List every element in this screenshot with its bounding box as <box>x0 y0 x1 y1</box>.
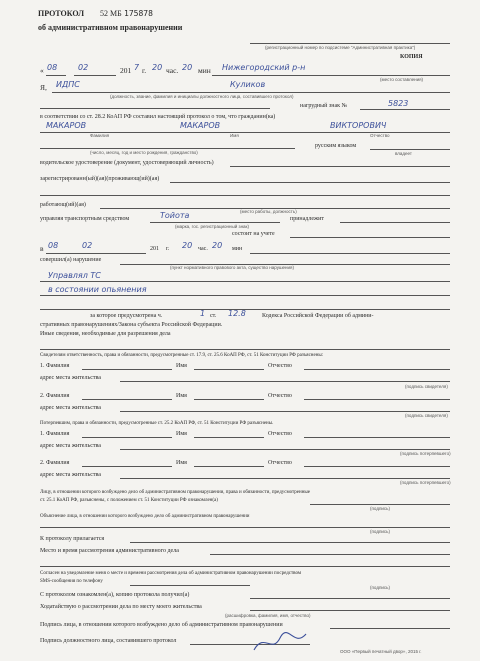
victim-sig-caption-1: (подпись потерпевшего) <box>400 451 451 456</box>
registered-label: зарегистрированн(ый)(ая)(проживающ(ий)(ая) <box>40 176 160 182</box>
hw-month: 02 <box>78 63 89 72</box>
copy-label: КОПИЯ <box>400 54 423 60</box>
place-caption: (место составления) <box>380 77 424 82</box>
patronymic-caption: Отчество <box>370 133 390 138</box>
attached-label: К протоколу прилагается <box>40 536 105 542</box>
hw-article: 12.8 <box>228 309 246 318</box>
hw-patronymic: ВИКТОРОВИЧ <box>330 121 387 130</box>
victim2-name: Имя <box>176 460 187 466</box>
witness1-surname: 1. Фамилия <box>40 363 70 369</box>
hw-violation-1: Управлял ТС <box>48 271 101 280</box>
russian-label: русским языком <box>315 143 357 149</box>
doc-label: водительское удостоверение (документ, удостоверяющий личность) <box>40 160 214 166</box>
witness2-address: адрес места жительства <box>40 405 101 411</box>
witness-sig-caption-2: (подпись свидетеля) <box>405 413 448 418</box>
victim-sig-caption-2: (подпись потерпевшего) <box>400 480 451 485</box>
reg-number-caption: (регистрационный номер по подсистеме "Административная практика") <box>265 45 416 50</box>
vehicle-caption: (марка, гос. регистрационный знак) <box>175 224 250 229</box>
chas-label: час. <box>166 66 179 75</box>
g-label-2: г. <box>166 246 170 252</box>
witness1-address: адрес места жительства <box>40 375 101 381</box>
rights-line-1: Лицу, в отношении которого возбуждено дело об административном правонарушении, права и обязанности, предусмотренные <box>40 490 310 495</box>
violation-caption: (пункт нормативного правового акта, существо нарушения) <box>170 265 294 270</box>
hw-year: 7 <box>134 63 140 72</box>
victims-intro: Потерпевшим, права и обязанности, предусмотренные ст. 25.2 КоАП РФ, ст. 51 Конституции РФ разъяснены. <box>40 421 274 426</box>
copy-received-label: С протоколом ознакомлен(а), копию протокола получил(а) <box>40 592 190 598</box>
hw-officer: ИДПС <box>56 80 80 89</box>
works-label: работающ(ий)(ая) <box>40 202 86 208</box>
year-prefix: 201 <box>120 66 132 75</box>
name-caption-bottom: (расшифровка, фамилия, имя, отчество) <box>225 613 311 618</box>
witness-sig-caption-1: (подпись свидетеля) <box>405 384 448 389</box>
hw-article-part: 1 <box>200 309 206 318</box>
name-caption: Имя <box>230 133 239 138</box>
g-label: г. <box>142 66 147 75</box>
protocol-series: 52 МБ <box>100 9 122 18</box>
drove-label: управляя транспортным средством <box>40 216 130 222</box>
hw-surname: МАКАРОВ <box>46 121 87 130</box>
on-account-label: состоит на учете <box>232 231 275 237</box>
hw-month-2: 02 <box>82 241 93 250</box>
rights-line-2: ст. 25.1 КоАП РФ, разъяснены, с положением ст. 51 Конституции РФ ознакомлен(а) <box>40 498 218 503</box>
victim2-patronymic: Отчество <box>268 460 292 466</box>
other-label: Иные сведения, необходимые для разрешения дела <box>40 331 171 337</box>
year-prefix-2: 201 <box>150 246 159 252</box>
explanation-sig-caption: (подпись) <box>370 529 391 534</box>
min-label-2: мин <box>232 246 243 252</box>
hw-place: Нижегородский р-н <box>222 63 306 72</box>
explanation-label: Объяснение лица, в отношении которого возбуждено дело об административном правонарушении <box>40 514 250 519</box>
victim1-patronymic: Отчество <box>268 431 292 437</box>
reg-number-line <box>250 43 450 44</box>
dob-caption: (число, месяц, год и место рождения, гражданство) <box>90 150 198 155</box>
victim2-surname: 2. Фамилия <box>40 460 70 466</box>
rights-sig-caption: (подпись) <box>370 506 391 511</box>
min-label: мин <box>198 66 211 75</box>
legal-basis: в соответствии со ст. 28.2 КоАП РФ составил настоящий протокол о том, что гражданин(ка) <box>40 114 276 120</box>
hw-officer-name: Куликов <box>230 80 266 89</box>
protocol-subtitle: об административном правонарушении <box>38 23 183 32</box>
work-caption: (место работы, должность) <box>240 209 297 214</box>
victim1-name: Имя <box>176 431 187 437</box>
vladeet-caption: владеет <box>395 151 412 156</box>
sms-line-1: Согласен на уведомление меня о месте и времени рассмотрения дела об административном правонарушении посредством <box>40 571 302 576</box>
date-quote: « <box>40 66 44 75</box>
chas-label-2: час. <box>198 246 208 252</box>
hw-minute: 20 <box>182 63 193 72</box>
witness2-name: Имя <box>176 393 187 399</box>
st-label: ст. <box>210 313 217 319</box>
protocol-number: 175878 <box>124 9 153 18</box>
code-label-2: стративных правонарушениях/Закона субъекта Российской Федерации. <box>40 322 223 328</box>
surname-caption: Фамилия <box>90 133 110 138</box>
v-label: в <box>40 244 44 253</box>
witness1-patronymic: Отчество <box>268 363 292 369</box>
victim1-address: адрес места жительства <box>40 443 101 449</box>
badge-label: нагрудный знак № <box>300 103 348 109</box>
hw-day-2: 08 <box>48 241 59 250</box>
belongs-label: принадлежит <box>290 216 324 222</box>
hw-day: 08 <box>47 63 58 72</box>
ya-label: Я, <box>40 83 47 92</box>
sms-sig-caption: (подпись) <box>370 585 391 590</box>
committed-label: совершил(а) нарушение <box>40 257 102 263</box>
hw-minute-2: 20 <box>212 241 223 250</box>
victim2-address: адрес места жительства <box>40 472 101 478</box>
hw-hour-2: 20 <box>182 241 193 250</box>
hw-violation-2: в состоянии опьянения <box>48 285 147 294</box>
sign-person-label: Подпись лица, в отношении которого возбуждено дело об административном правонарушении <box>40 622 283 628</box>
time-place-label: Место и время рассмотрения административного дела <box>40 548 179 554</box>
witness2-surname: 2. Фамилия <box>40 393 70 399</box>
hw-hour: 20 <box>152 63 163 72</box>
sms-line-2: SMS-сообщения по телефону <box>40 579 103 584</box>
hw-badge: 5823 <box>388 99 409 108</box>
victim1-surname: 1. Фамилия <box>40 431 70 437</box>
witness2-patronymic: Отчество <box>268 393 292 399</box>
rank-caption: (должность, звание, фамилия и инициалы должностного лица, составившего протокол) <box>110 94 294 99</box>
hw-name: МАКАРОВ <box>180 121 221 130</box>
sign-officer-label: Подпись должностного лица, составившего протокол <box>40 638 177 644</box>
officer-signature <box>250 628 310 656</box>
printer-footer: ООО «Первый печатный двор», 2015 г. <box>340 649 422 654</box>
hw-vehicle: Тойота <box>160 211 190 220</box>
code-label: Кодекса Российской Федерации об админи- <box>262 313 374 319</box>
petition-label: Ходатайствую о рассмотрении дела по месту моего жительства <box>40 604 202 610</box>
protocol-title: ПРОТОКОЛ <box>38 9 85 18</box>
witnesses-intro: Свидетелям ответственность, права и обязанности, предусмотренные ст. 17.9, ст. 25.6 КоАП РФ, ст. 51 Конституции РФ разъяснены: <box>40 353 324 358</box>
witness1-name: Имя <box>176 363 187 369</box>
liability-label: за которое предусмотрена ч. <box>90 313 163 319</box>
